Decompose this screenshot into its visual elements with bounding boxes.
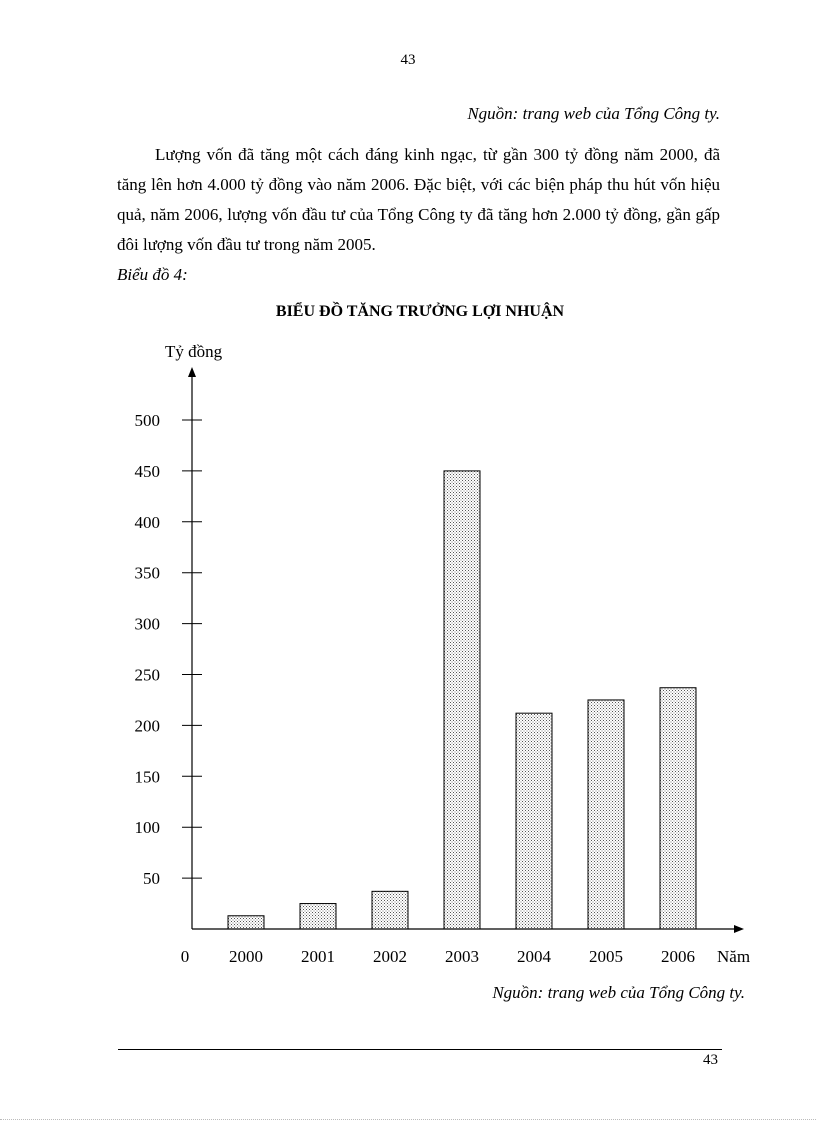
source-note-top: Nguồn: trang web của Tổng Công ty. bbox=[467, 104, 720, 123]
y-tick-label-450: 450 bbox=[134, 461, 160, 481]
y-tick-label-500: 500 bbox=[134, 411, 160, 430]
y-tick-label-200: 200 bbox=[134, 716, 160, 736]
x-axis-arrow-icon bbox=[734, 925, 744, 933]
x-tick-label-2000: 2000 bbox=[229, 947, 263, 966]
bar-2000 bbox=[228, 916, 264, 929]
bar-2003 bbox=[444, 471, 480, 929]
body-paragraph: Lượng vốn đã tăng một cách đáng kinh ngạc, từ gần 300 tỷ đồng năm 2000, đã tăng lên hơn 4.000 tỷ đồng vào năm 2006. Đặc biệt, với các biện pháp thu hút vốn hiệu quả, năm 2006, lượng vốn đầu tư của Tổng Công ty đã tăng hơn 2.000 tỷ đồng, gần gấp đôi lượng vốn đầu tư trong năm 2005. bbox=[117, 145, 720, 254]
y-tick-label-300: 300 bbox=[134, 614, 160, 634]
y-tick-label-50: 50 bbox=[143, 869, 160, 889]
bar-2002 bbox=[372, 891, 408, 929]
bar-2001 bbox=[300, 904, 336, 929]
y-tick-label-350: 350 bbox=[134, 563, 160, 583]
x-tick-label-2004: 2004 bbox=[517, 947, 551, 966]
x-tick-label-2003: 2003 bbox=[445, 947, 479, 966]
chart-title: BIỂU ĐỒ TĂNG TRƯỞNG LỢI NHUẬN bbox=[275, 303, 565, 320]
x-tick-label-2002: 2002 bbox=[373, 947, 407, 966]
x-tick-label-2006: 2006 bbox=[661, 947, 695, 966]
y-tick-label-100: 100 bbox=[134, 818, 160, 838]
chart-label: Biểu đồ 4: bbox=[117, 265, 188, 284]
y-tick-label-400: 400 bbox=[134, 512, 160, 532]
y-tick-label-150: 150 bbox=[134, 767, 160, 787]
x-tick-label-2001: 2001 bbox=[301, 947, 335, 966]
y-axis-title: Tỷ đồng bbox=[165, 342, 223, 361]
y-tick-label-250: 250 bbox=[134, 665, 160, 685]
page-number-top: 43 bbox=[400, 52, 416, 68]
origin-label: 0 bbox=[180, 947, 190, 966]
bar-2006 bbox=[660, 688, 696, 929]
x-tick-label-2005: 2005 bbox=[589, 947, 623, 966]
source-note-bottom: Nguồn: trang web của Tổng Công ty. bbox=[492, 983, 745, 1002]
bar-2005 bbox=[588, 700, 624, 929]
bar-2004 bbox=[516, 713, 552, 929]
page-bottom-edge bbox=[0, 1119, 816, 1120]
page-number-footer: 43 bbox=[703, 1052, 718, 1068]
footer-divider bbox=[118, 1049, 722, 1050]
y-axis-arrow-icon bbox=[188, 367, 196, 377]
x-axis-title: Năm bbox=[717, 947, 751, 966]
